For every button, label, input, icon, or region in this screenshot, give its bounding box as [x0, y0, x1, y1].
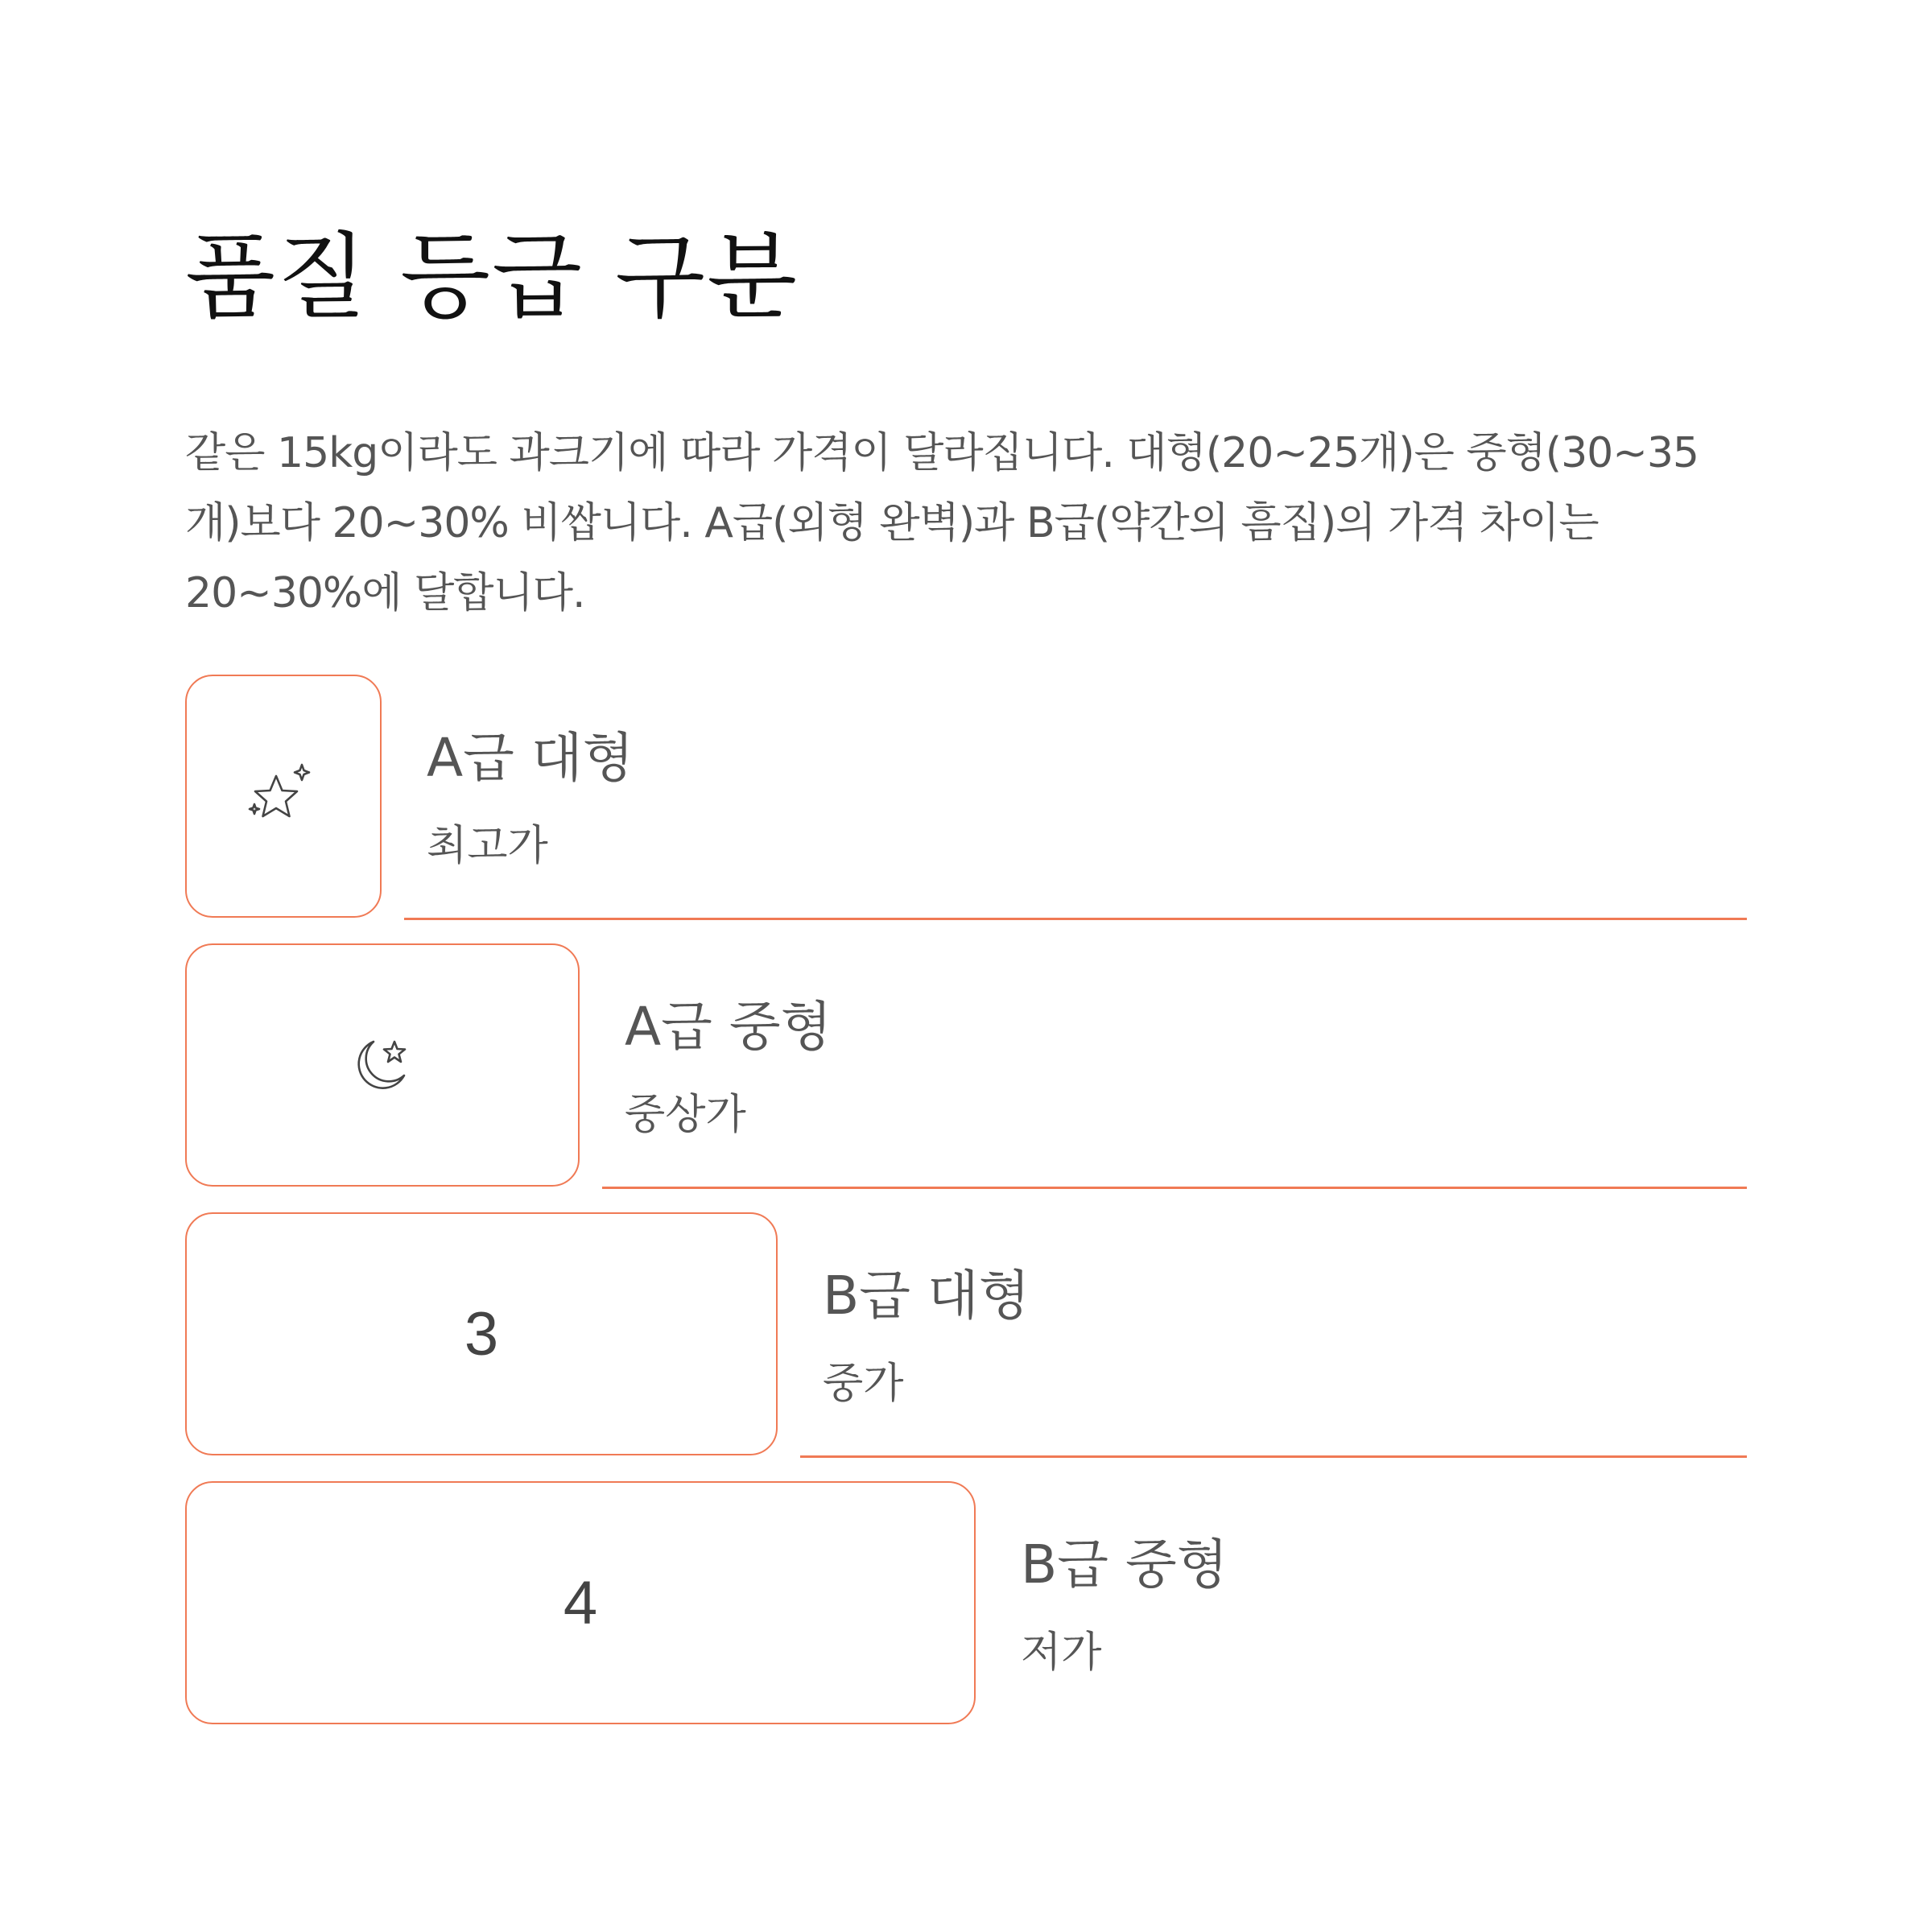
grade-badge [185, 1481, 976, 1724]
grade-row-a-large [0, 675, 1932, 921]
grade-badge [185, 675, 382, 918]
divider-line [800, 1455, 1747, 1458]
grade-row-b-large [0, 1212, 1932, 1459]
divider-line [404, 918, 1747, 920]
description-text: 같은 15kg이라도 과크기에 따라 가격이 달라집니다. 대형(20~25개)은 중형(30~35개)보다 20~30% 비쌉니다. A급(외형 완벽)과 B급(약간의 흠집)의 가격 차이는 20~30%에 달합니다. [185, 429, 1699, 617]
grade-name: B급 중형 [1021, 1534, 1228, 1596]
grade-price: 저가 [1021, 1629, 1102, 1677]
grade-badge [185, 1212, 778, 1455]
grade-badge [185, 943, 580, 1187]
sparkle-star-icon [247, 760, 320, 832]
grade-row-a-medium [0, 943, 1932, 1190]
grade-name: B급 대형 [823, 1265, 1030, 1327]
grade-number: 4 [563, 1568, 598, 1637]
grade-price: 중가 [823, 1360, 904, 1408]
grade-number: 3 [464, 1299, 499, 1368]
grade-row-b-medium [0, 1481, 1932, 1728]
moon-star-icon [346, 1029, 419, 1101]
divider-line [602, 1187, 1747, 1189]
grade-name: A급 대형 [427, 727, 634, 789]
page-title: 품질 등급 구분 [185, 223, 799, 332]
grade-name: A급 중형 [625, 996, 832, 1058]
grade-price: 중상가 [625, 1091, 746, 1139]
grade-price: 최고가 [427, 822, 548, 870]
